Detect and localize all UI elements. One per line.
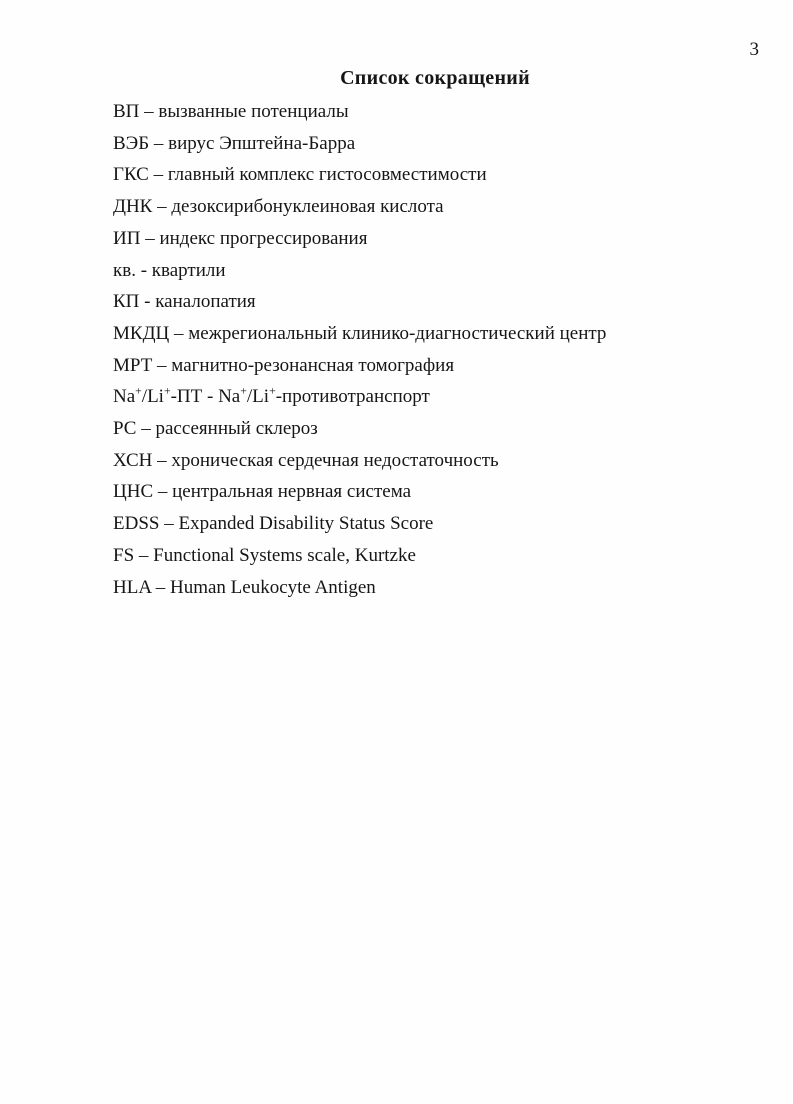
page-content	[113, 62, 757, 603]
abbreviation-line	[113, 540, 757, 572]
abbreviation-line	[113, 350, 757, 382]
text-segment: ВП – вызванные потенциалы	[113, 101, 349, 122]
text-segment: ХСН – хроническая сердечная недостаточность	[113, 449, 499, 471]
text-segment: ИП – индекс прогрессирования	[113, 227, 368, 249]
abbreviation-line	[113, 445, 757, 477]
abbreviation-line	[113, 159, 757, 191]
superscript-segment: +	[163, 385, 171, 398]
abbreviation-line	[113, 255, 757, 287]
text-segment: РС – рассеянный склероз	[113, 418, 318, 440]
abbreviation-line	[113, 476, 757, 508]
abbreviation-line	[113, 286, 757, 318]
abbreviation-line	[113, 191, 757, 223]
text-segment: кв. - квартили	[113, 259, 226, 281]
text-segment: -противотранспорт	[275, 386, 430, 408]
abbreviation-list	[113, 96, 757, 603]
abbreviation-line	[113, 381, 757, 413]
text-segment: КП - каналопатия	[113, 291, 256, 313]
text-segment: HLA – Human Leukocyte Antigen	[113, 576, 376, 598]
text-segment: Na	[113, 386, 136, 408]
superscript-segment: +	[135, 385, 142, 398]
page-title: Список сокращений	[340, 67, 530, 89]
abbreviation-line	[113, 223, 757, 255]
text-segment: FS – Functional Systems scale, Kurtzke	[113, 544, 416, 566]
abbreviation-line	[113, 318, 757, 350]
superscript-segment: +	[269, 385, 276, 398]
text-segment: ДНК – дезоксирибонуклеиновая кислота	[113, 196, 444, 218]
superscript-segment: +	[240, 385, 247, 398]
abbreviation-line	[113, 572, 757, 604]
text-segment: -ПТ - Na	[170, 386, 241, 408]
text-segment: ВЭБ – вирус Эпштейна-Барра	[113, 132, 356, 154]
text-segment: ГКС – главный комплекс гистосовместимости	[113, 164, 487, 186]
abbreviation-line	[113, 128, 757, 160]
abbreviation-line	[113, 413, 757, 445]
text-segment: МКДЦ – межрегиональный клинико-диагностический центр	[113, 322, 607, 344]
text-segment: ЦНС – центральная нервная система	[113, 481, 412, 503]
text-segment: МРТ – магнитно-резонансная томография	[113, 354, 455, 376]
text-segment: EDSS – Expanded Disability Status Score	[113, 513, 434, 535]
abbreviation-line	[113, 508, 757, 540]
text-segment: /Li	[141, 386, 164, 408]
abbreviation-line	[113, 96, 757, 128]
page-number: 3	[749, 39, 759, 60]
text-segment: /Li	[246, 386, 270, 408]
